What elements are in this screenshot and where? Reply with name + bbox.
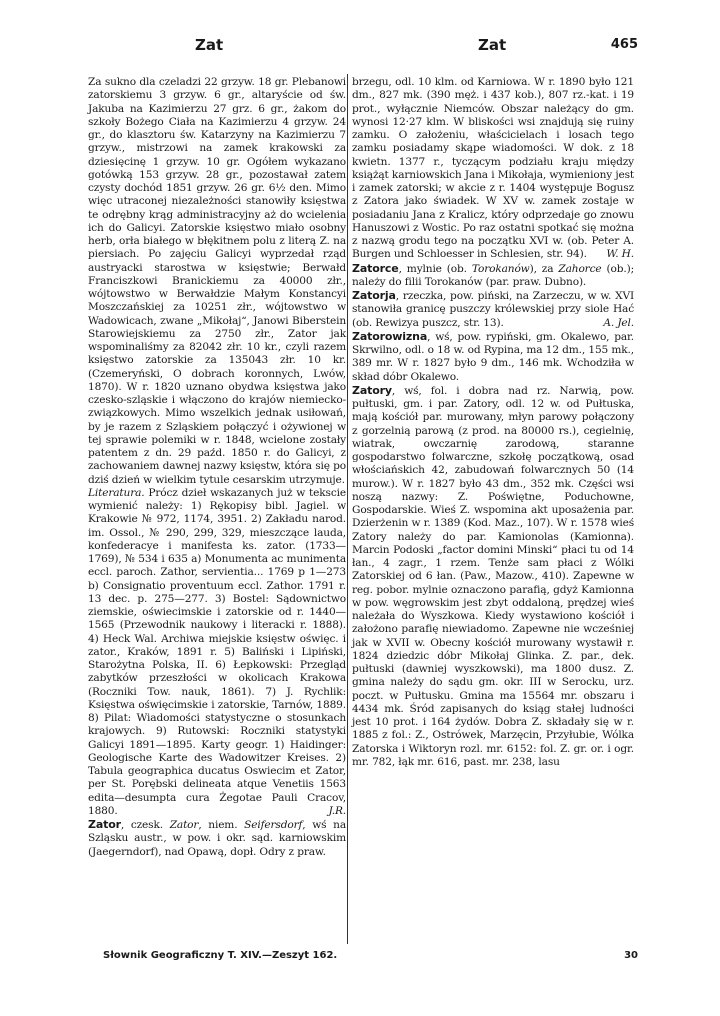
headword-zatory: Zatory	[352, 383, 392, 397]
literature-label: Literatura.	[88, 486, 145, 499]
right-running-head: Zat	[478, 36, 507, 54]
headword-zatorce: Zatorce	[352, 261, 399, 275]
right-column	[352, 76, 634, 769]
entry-text: brzegu, odl. 10 klm. od Karniowa. W r. 1890 było 121 dm., 827 mk. (390 męż. i 437 kob.), 807 rz.-kat. i 19 prot., wyłącznie Niemców. Obszar należący do gm. wynosi 12·27 klm. W bliskości wsi znajdują się ruiny zamku. O założeniu, właścicielach i losach tego zamku posiadamy skąpe wiadomości. W dok. z 18 kwietn. 1377 r., tyczącym podziału kraju między książąt karniowskich Jana i Mikołaja, wymieniony jest i zamek zatorski; w akcie z r. 1404 występuje Bogusz z Zatora jako świadek. W XV w. zamek zostaje w posiadaniu Jana z Kralicz, który odprzedaje go znowu Hanuszowi z Wostic. Po raz ostatni spotkać się można z nazwą grodu tego na początku XVI w. (ob. Peter A. Burgen und Schloesser in Schlesien, str. 94).	[352, 76, 634, 261]
entry-zatorja	[352, 289, 634, 330]
entry-zatory	[352, 384, 634, 769]
literature-text: Prócz dzieł wskazanych już w tekscie wymienić należy: 1) Rękopisy bibl. Jagiel. w Krakowie № 972, 1174, 3951. 2) Zakładu narod. im. Ossol., № 290, 299, 329, mieszczące lauda, konfederacye i manifesta ks. zator. (1733—1769), № 534 i 635 a) Monumenta ac munimenta eccl. paroch. Zathor, servientia... 1769 p 1—273 b) Consignatio proventuum eccl. Zathor. 1791 r. 13 dec. p. 275—277. 3) Bostel: Sądownictwo ziemskie, oświecimskie i zatorskie od r. 1440—1565 (Przewodnik naukowy i literacki r. 1888). 4) Heck Wal. Archiwa miejskie księstw oświęc. i zator., Kraków, 1891 r. 5) Baliński i Lipiński, Starożytna Polska, II. 6) Łepkowski: Przegląd zabytków przeszłości w okolicach Krakowa (Roczniki Tow. nauk, 1861). 7) J. Rychlik: Księstwa oświęcimskie i zatorskie, Tarnów, 1889. 8) Pilat: Wiadomości statystyczne o stosunkach krajowych. 9) Rutowski: Roczniki statystyki Galicyi 1891—1895. Karty geogr. 1) Haidinger: Geologische Karte des Wadowitzer Kreises. 2) Tabula geographica ducatus Oswiecim et Zator, per St. Porębski delineata atque Venetiis 1563 edita—desumpta cura Żegotae Pauli Cracov, 1880.	[88, 486, 346, 817]
author-signature: W. H.	[606, 248, 634, 261]
entry-italic: Torokanów	[471, 262, 530, 275]
headword-zatorowizna: Zatorowizna	[352, 329, 428, 343]
left-running-head: Zat	[195, 36, 224, 54]
literature-paragraph	[88, 487, 346, 818]
author-signature: A. Jel.	[603, 316, 634, 329]
publication-signature: Słownik Geograficzny T. XIV.—Zeszyt 162.	[103, 950, 338, 961]
entry-text: , czesk.	[120, 819, 170, 831]
entry-zator-continued	[352, 76, 634, 262]
entry-text: , wś, pow. rypiński, gm. Okalewo, par. Skrwilno, odl. o 18 w. od Rypina, ma 12 dm., 155 mk., 389 mr. W r. 1827 było 9 dm., 146 mk. Wchodziła w skład dóbr Okalewo.	[352, 330, 634, 383]
entry-italic: Zahorce	[558, 262, 602, 275]
entry-zatorce	[352, 262, 634, 290]
author-signature: J.R.	[328, 804, 346, 817]
headword-zator: Zator	[88, 818, 121, 831]
entry-text: ), za	[529, 262, 559, 275]
entry-italic: Zator	[169, 819, 199, 831]
entry-zatorowizna	[352, 330, 634, 384]
entry-text: , wś na Szląsku austr., w pow. i okr. sąd. karniowskim (Jaegerndorf), nad Opawą, dopł. Odry z praw.	[88, 819, 346, 858]
page-footer	[88, 950, 638, 966]
entry-text: , wś, fol. i dobra nad rz. Narwią, pow. pułtuski, gm. i par. Zatory, odl. 12 w. od Pułtuska, mają kościół par. murowany, młyn parowy połączony z gorzelnią parową (z prod. na 80000 rs.), cegielnię, wiatrak, owczarnię zarodową, staranne gospodarstwo folwarczne, szkołę początkową, osad włościańskich 42, zabudowań folwarcznych 50 (14 murow.). W r. 1827 było 43 dm., 352 mk. Części wsi noszą nazwy: Z. Poświętne, Poduchowne, Gospodarskie. Wieś Z. wspomina akt uposażenia par. Dzierżenin w r. 1389 (Kod. Maz., 107). W r. 1578 wieś Zatory należy do par. Kamionolas (Kamionna). Marcin Podoski „factor domini Minski“ płaci tu od 14 łan., 4 zagr., 1 rzem. Tenże sam płaci z Wólki Zatorskiej od 6 łan. (Paw., Mazow., 410). Zapewne w reg. pobor. mylnie oznaczono parafią, gdyż Kamionna w pow. węgrowskim jest zbyt oddaloną, prędzej wieś należała do Wyszkowa. Kiedy wystawiono kościół i założono parafię niewiadomo. Zapewne nie wcześniej jak w XVII w. Obecny kościół murowany wystawił r. 1824 dziedzic dóbr Mikołaj Glinka. Z. par., dek. pułtuski (dawniej wyszkowski), ma 1800 dusz. Z. gmina należy do sądu gm. okr. III w Serocku, urz. poczt. w Pułtusku. Gmina ma 15564 mr. obszaru i 4434 mk. Śród zapisanych do ksiąg stałej ludności jest 10 prot. i 164 żydów. Dobra Z. składały się w r. 1885 z fol.: Z., Ostrówek, Marzęcin, Przyłubie, Wólka Zatorska i Wiktoryn rozl. mr. 6152: fol. Z. gr. or. i ogr. mr. 782, łąk mr. 616, past. mr. 238, lasu	[352, 384, 634, 768]
entry-zator	[88, 818, 346, 859]
paragraph-continued: Za sukno dla czeladzi 22 grzyw. 18 gr. Plebanowi zatorskiemu 3 grzyw. 6 gr., altaryście od św. Jakuba na Kazimierzu 27 grz. 6 gr., żakom do szkoły Bożego Ciała na Kazimierzu 4 grzyw. 24 gr., do klasztoru św. Katarzyny na Kazimierzu 7 grzyw., mistrzowi na zamek krakowski za dziesięcinę 1 grzyw. 10 gr. Ogółem wykazano gotówką 153 grzyw. 28 gr., pozostawał zatem czysty dochód 1851 grzyw. 26 gr. 6½ den. Mimo więc utraconej niezależności stanowiły księstwa te odrębny krąg administracyjny aż do wcielenia ich do Galicyi. Zatorskie księstwo miało osobny herb, orła białego w błękitnem polu z literą Z. na piersiach. Po zajęciu Galicyi wyprzedał rząd austryacki starostwa w księstwie; Berwałd Franciszkowi Branickiemu za 40000 złr., wójtowstwo w Berwałdzie Małym Konstancyi Moszczańskiej za 10251 złr., wójtowstwo w Wadowicach, zwane „Mikołaj“, Janowi Biberstein Starowiejskiemu za 2750 złr., Zator jak wspominaliśmy za 82042 złr. 10 kr., czyli razem księstwo zatorskie za 135043 złr. 10 kr. (Czemeryński, O dobrach koronnych, Lwów, 1870). W r. 1820 uznano obydwa księstwa jako czesko-szląskie i włączono do krajów niemiecko-związkowych. Mimo wszelkich jednak usiłowań, by je razem z Szląskiem połączyć i ożywionej w tej sprawie polemiki w r. 1848, wcielone zostały patentem z dn. 29 paźd. 1850 r. do Galicyi, z zachowaniem dawnej nazwy księstw, która się po dziś dzień w wielkim tytule cesarskim utrzymuje.	[88, 76, 346, 486]
column-divider	[347, 74, 348, 944]
headword-zatorja: Zatorja	[352, 289, 396, 302]
left-column	[88, 76, 346, 859]
entry-text: , mylnie (ob.	[398, 262, 472, 275]
entry-italic: Seifersdorf	[244, 819, 303, 831]
entry-text: , rzeczka, pow. piński, na Zarzeczu, w w. XVI stanowiła granicę puszczy królewskiej przy siole Hać (ob. Rewizya puszcz, str. 13).	[352, 290, 634, 329]
entry-text: (ob.); należy do filii Torokanów (par. praw. Dubno).	[352, 262, 634, 288]
entry-text: , niem.	[198, 819, 245, 831]
page-header	[88, 36, 638, 58]
sheet-number: 30	[624, 950, 638, 961]
page-number: 465	[610, 37, 638, 52]
